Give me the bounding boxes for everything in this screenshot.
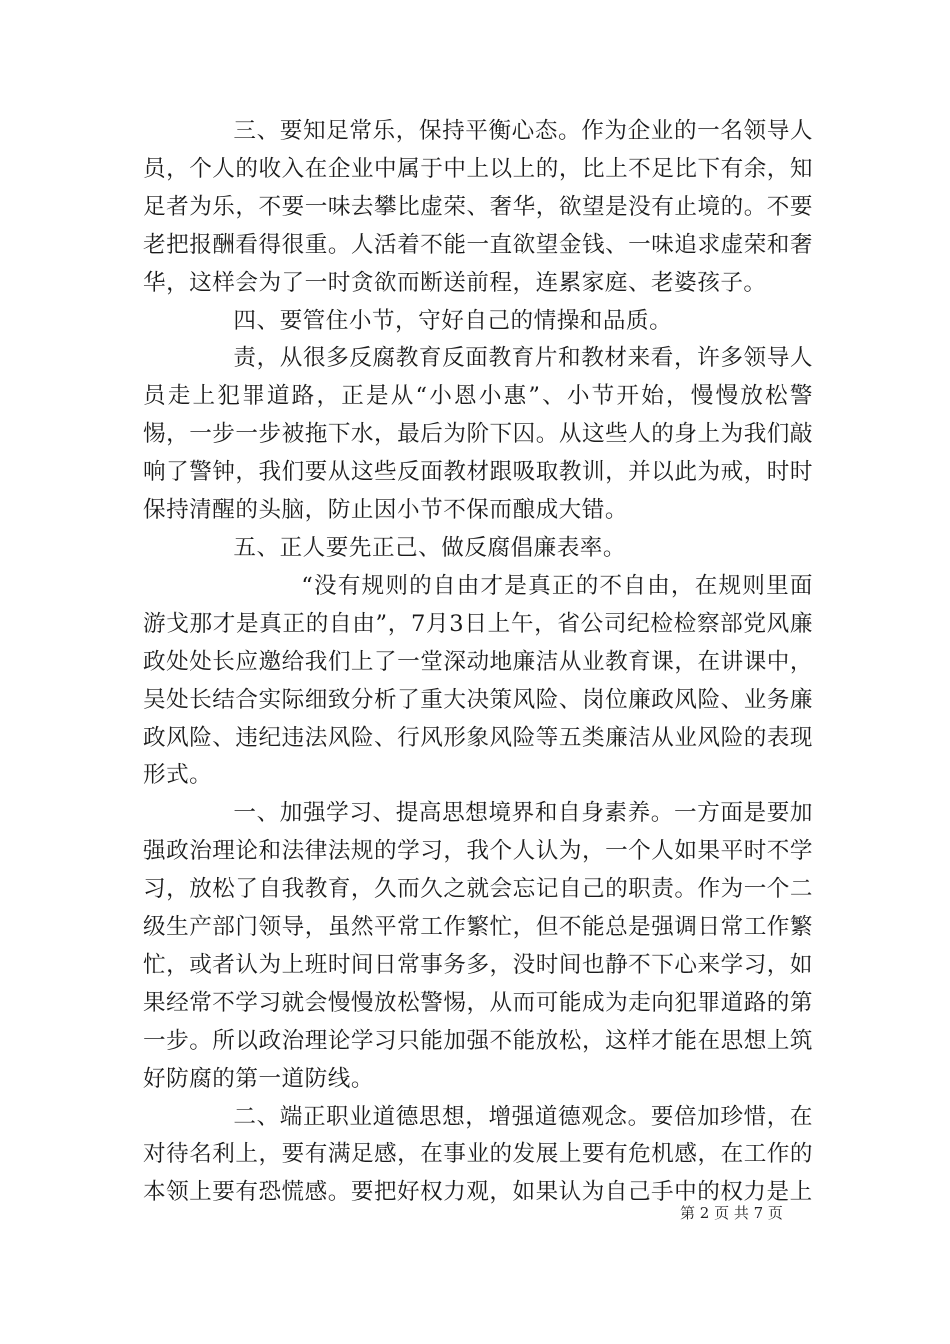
paragraph-heading-small-details: 四、要管住小节，守好自己的情操和品质。	[233, 307, 673, 334]
paragraph-professional-ethics: 二、端正职业道德思想，增强道德观念。要倍加珍惜，在对待名利上，要有满足感，在事业的发展上要有危机感，在工作的本领上要有恐慌感。要把好权力观，如果认为自己手中的权力是上	[143, 1103, 813, 1206]
paragraph-heading-example: 五、正人要先正己、做反腐倡廉表率。	[233, 534, 626, 561]
paragraph-contentment: 三、要知足常乐，保持平衡心态。作为企业的一名领导人员，个人的收入在企业中属于中上以上的，比上不足比下有余，知足者为乐，不要一味去攀比虚荣、奢华，欲望是没有止境的。不要老把报酬看得很重。人活着不能一直欲望金钱、一味追求虚荣和奢华，这样会为了一时贪欲而断送前程，连累家庭、老婆孩子。	[143, 118, 813, 296]
paragraph-anticorruption-lessons: 责，从很多反腐教育反面教育片和教材来看，许多领导人员走上犯罪道路，正是从“小恩小惠”、小节开始，慢慢放松警惕，一步一步被拖下水，最后为阶下囚。从这些人的身上为我们敲响了警钟，我们要从这些反面教材跟吸取教训，并以此为戒，时时保持清醒的头脑，防止因小节不保而酿成大错。	[143, 345, 813, 524]
paragraph-quote-lecture: “没有规则的自由才是真正的不自由，在规则里面游戈那才是真正的自由”，7月3日上午，省公司纪检检察部党风廉政处处长应邀给我们上了一堂深动地廉洁从业教育课，在讲课中，吴处长结合实际细致分析了重大决策风险、岗位廉政风险、业务廉政风险、违纪违法风险、行风形象风险等五类廉洁从业风险的表现形式。	[143, 572, 813, 789]
page-number-footer: 第 2 页 共 7 页	[680, 1204, 783, 1222]
paragraph-strengthen-study: 一、加强学习、提高思想境界和自身素养。一方面是要加强政治理论和法律法规的学习，我个人认为，一个人如果平时不学习，放松了自我教育，久而久之就会忘记自己的职责。作为一个二级生产部门领导，虽然平常工作繁忙，但不能总是强调日常工作繁忙，或者认为上班时间日常事务多，没时间也静不下心来学习，如果经常不学习就会慢慢放松警惕，从而可能成为走向犯罪道路的第一步。所以政治理论学习只能加强不能放松，这样才能在思想上筑好防腐的第一道防线。	[143, 800, 813, 1092]
document-body	[143, 113, 813, 1212]
